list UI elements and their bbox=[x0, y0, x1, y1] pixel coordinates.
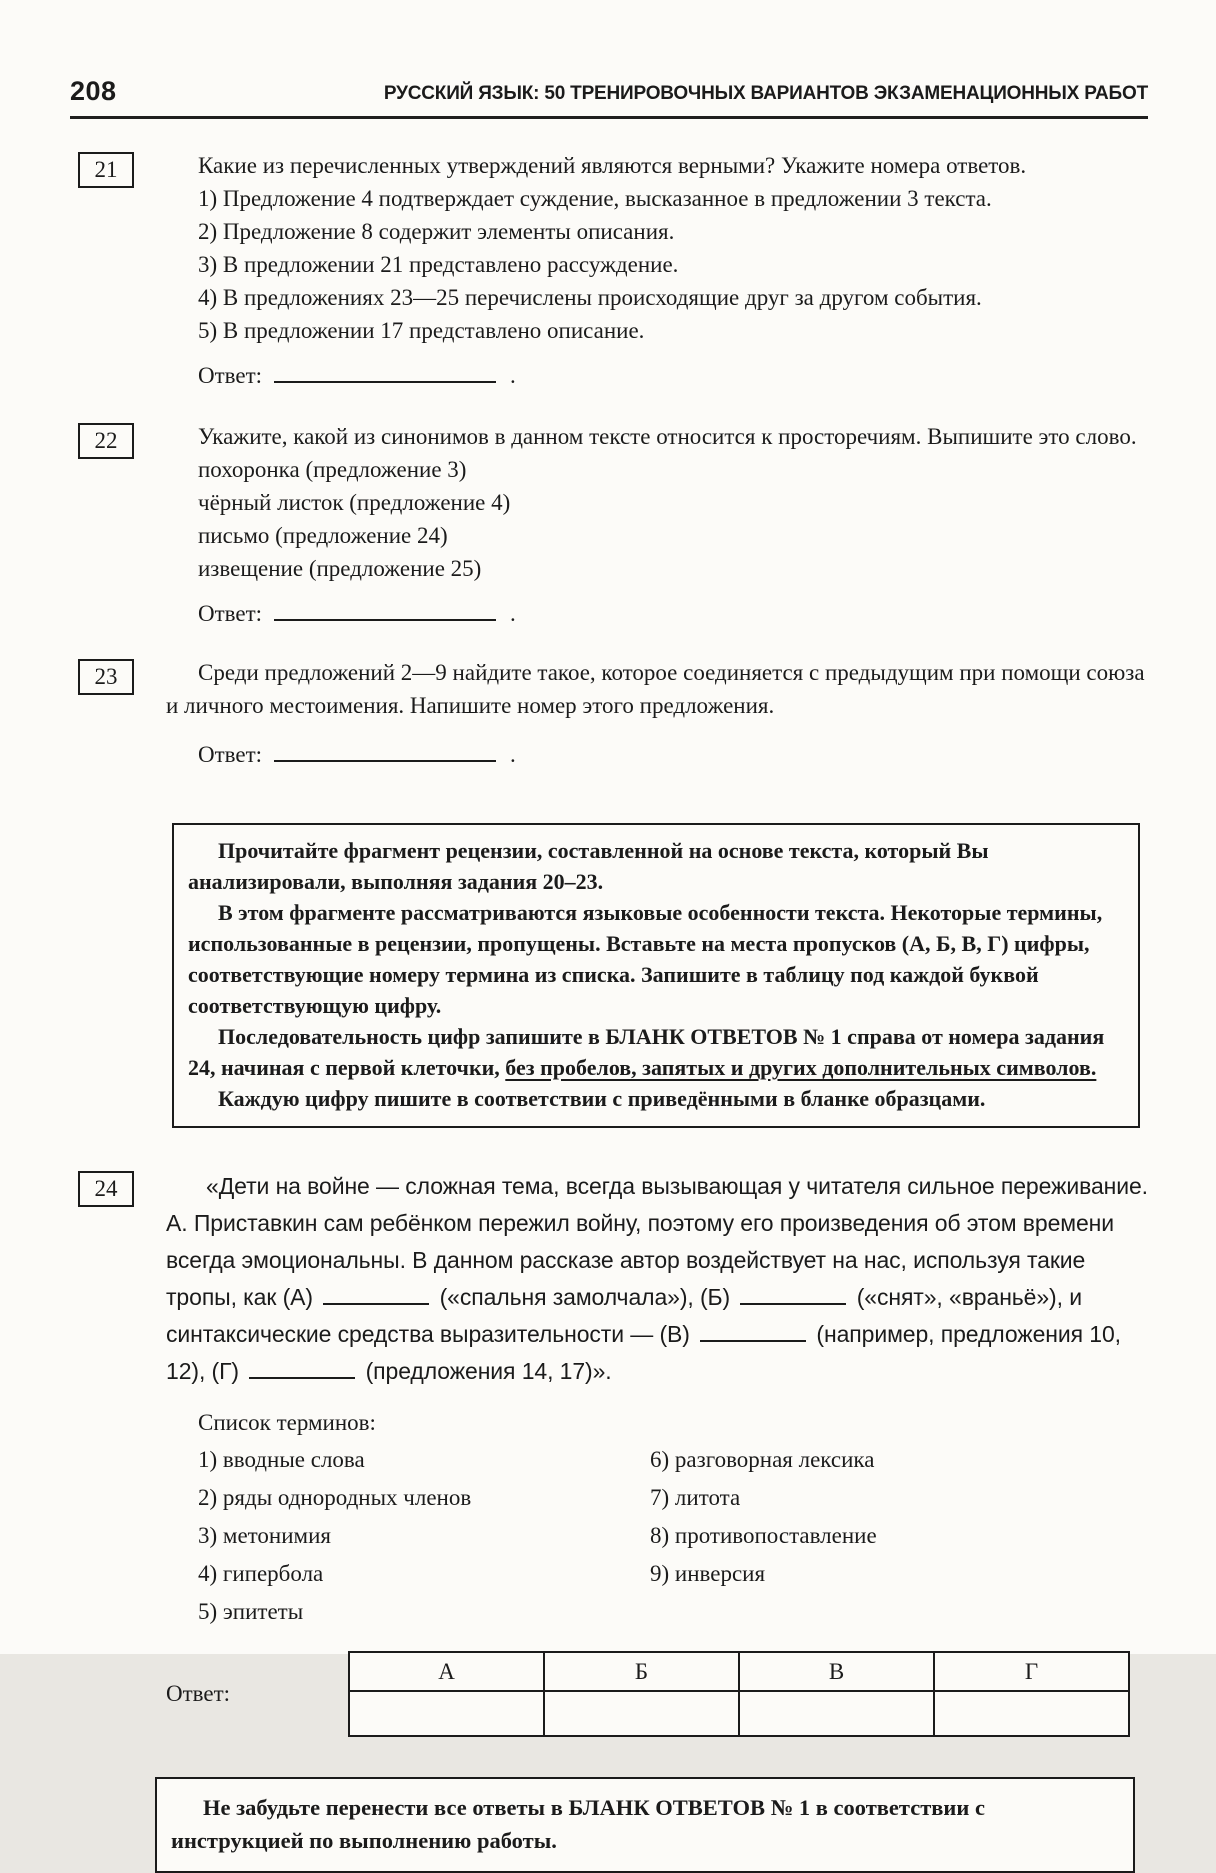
task-24 bbox=[70, 1168, 1148, 1737]
task-22-answer-row bbox=[198, 597, 1148, 630]
task-22-option-3: письмо (предложение 24) bbox=[198, 523, 448, 548]
answer-table-header-v: В bbox=[739, 1652, 934, 1691]
answer-table-header-g: Г bbox=[934, 1652, 1129, 1691]
task-24-blank-a[interactable] bbox=[323, 1300, 429, 1305]
task-23-intro: Среди предложений 2—9 найдите такое, которое соединяется с предыдущим при помощи союза и личного местоимения. Напишите номер этого предложения. bbox=[166, 660, 1145, 718]
task-21-option-1: 1) Предложение 4 подтверждает суждение, высказанное в предложении 3 текста. bbox=[198, 186, 992, 211]
task-22 bbox=[70, 420, 1148, 630]
task-24-instruction-box bbox=[172, 823, 1140, 1128]
instruction-paragraph-2: В этом фрагменте рассматриваются языковые особенности текста. Некоторые термины, использованные в рецензии, пропущены. Вставьте на места пропусков (А, Б, В, Г) цифры, соответствующие номеру термина из списка. Запишите в таблицу под каждой буквой соответствующую цифру. bbox=[188, 900, 1103, 1018]
task-24-number-badge: 24 bbox=[78, 1171, 134, 1207]
task-23-number-badge: 23 bbox=[78, 659, 134, 695]
task-23-answer-label: Ответ: bbox=[198, 742, 263, 767]
task-22-option-1: похоронка (предложение 3) bbox=[198, 457, 467, 482]
task-22-answer-blank[interactable] bbox=[274, 615, 496, 621]
task-24-answer-table bbox=[348, 1651, 1130, 1737]
task-22-option-4: извещение (предложение 25) bbox=[198, 556, 482, 581]
task-24-text-segment-1: «Дети на войне — сложная тема, всегда вызывающая у читателя сильное переживание. А. Приставкин сам ребёнком пережил войну, поэтому его произведения об этом времени всегда эмоциональны. В данном рассказе автор воздействует на нас, используя такие тропы, как (А) bbox=[166, 1173, 1148, 1310]
term-9: 9) инверсия bbox=[650, 1561, 766, 1586]
instruction-paragraph-3-underlined: без пробелов, запятых и других дополнительных символов. bbox=[505, 1055, 1097, 1080]
task-21-intro: Какие из перечисленных утверждений являются верными? Укажите номера ответов. bbox=[198, 153, 1027, 178]
task-21 bbox=[70, 149, 1148, 392]
terms-list-title: Список терминов: bbox=[198, 1410, 376, 1435]
task-24-blank-b[interactable] bbox=[740, 1300, 846, 1305]
instruction-paragraph-3-start: Последовательность цифр запишите в БЛАНК ОТВЕТОВ № 1 справа от номера задания 24, начиная с первой клеточки, bbox=[188, 1024, 1105, 1080]
answer-table-header-a: А bbox=[349, 1652, 544, 1691]
task-24-text-segment-3: («снят», «враньё»), и синтаксические средства выразительности — (В) bbox=[166, 1284, 1082, 1347]
header-rule bbox=[70, 116, 1148, 119]
term-8: 8) противопоставление bbox=[650, 1523, 877, 1548]
task-21-badge-column bbox=[70, 149, 166, 188]
answer-table-cell-g[interactable] bbox=[934, 1691, 1129, 1736]
task-21-options bbox=[198, 182, 1148, 347]
task-22-badge-column bbox=[70, 420, 166, 459]
instruction-paragraph-3 bbox=[188, 1021, 1122, 1083]
terms-column-1 bbox=[198, 1441, 650, 1631]
term-5: 5) эпитеты bbox=[198, 1599, 304, 1624]
task-24-blank-v[interactable] bbox=[700, 1337, 806, 1342]
term-1: 1) вводные слова bbox=[198, 1447, 365, 1472]
task-22-answer-period: . bbox=[510, 601, 516, 626]
term-3: 3) метонимия bbox=[198, 1523, 331, 1548]
task-21-body bbox=[166, 149, 1148, 392]
task-24-body bbox=[166, 1168, 1148, 1737]
task-23-body bbox=[166, 656, 1148, 771]
task-24-text-segment-5: (предложения 14, 17)». bbox=[365, 1358, 612, 1384]
task-23-answer-blank[interactable] bbox=[274, 756, 496, 762]
term-4: 4) гипербола bbox=[198, 1561, 324, 1586]
answer-table-cell-a[interactable] bbox=[349, 1691, 544, 1736]
page-number: 208 bbox=[70, 76, 117, 106]
task-24-text-segment-4: (например, предложения 10, 12), (Г) bbox=[166, 1321, 1121, 1384]
task-22-number-badge: 22 bbox=[78, 423, 134, 459]
running-title: РУССКИЙ ЯЗЫК: 50 ТРЕНИРОВОЧНЫХ ВАРИАНТОВ ЭКЗАМЕНАЦИОННЫХ РАБОТ bbox=[383, 83, 1148, 104]
task-22-option-2: чёрный листок (предложение 4) bbox=[198, 490, 511, 515]
footer-reminder-text: Не забудьте перенести все ответы в БЛАНК ОТВЕТОВ № 1 в соответствии с инструкцией по выполнению работы. bbox=[171, 1795, 985, 1853]
answer-table-cell-b[interactable] bbox=[544, 1691, 739, 1736]
answer-table-input-row bbox=[349, 1691, 1129, 1736]
terms-column-2 bbox=[650, 1441, 877, 1631]
task-21-answer-row bbox=[198, 359, 1148, 392]
answer-table-header-row bbox=[349, 1652, 1129, 1691]
task-23-answer-row bbox=[198, 738, 1148, 771]
task-22-options bbox=[198, 453, 1148, 585]
answer-table-header-b: Б bbox=[544, 1652, 739, 1691]
task-24-badge-column bbox=[70, 1168, 166, 1207]
task-21-answer-label: Ответ: bbox=[198, 363, 263, 388]
task-24-answer-label: Ответ: bbox=[166, 1681, 231, 1706]
term-6: 6) разговорная лексика bbox=[650, 1447, 875, 1472]
task-21-option-5: 5) В предложении 17 представлено описание. bbox=[198, 318, 645, 343]
task-23 bbox=[70, 656, 1148, 771]
instruction-paragraph-4: Каждую цифру пишите в соответствии с приведёнными в бланке образцами. bbox=[218, 1086, 986, 1111]
task-21-option-3: 3) В предложении 21 представлено рассуждение. bbox=[198, 252, 679, 277]
terms-list bbox=[198, 1441, 1148, 1631]
answer-table-cell-v[interactable] bbox=[739, 1691, 934, 1736]
task-21-answer-period: . bbox=[510, 363, 516, 388]
task-24-review-paragraph bbox=[166, 1168, 1148, 1390]
task-23-answer-period: . bbox=[510, 742, 516, 767]
task-21-option-4: 4) В предложениях 23—25 перечислены происходящие друг за другом события. bbox=[198, 285, 982, 310]
task-24-answer-area bbox=[166, 1651, 1148, 1737]
task-22-answer-label: Ответ: bbox=[198, 601, 263, 626]
task-24-text-segment-2: («спальня замолчала»), (Б) bbox=[439, 1284, 731, 1310]
task-21-option-2: 2) Предложение 8 содержит элементы описания. bbox=[198, 219, 675, 244]
task-22-body bbox=[166, 420, 1148, 630]
task-21-answer-blank[interactable] bbox=[274, 377, 496, 383]
task-24-blank-g[interactable] bbox=[249, 1374, 355, 1379]
task-22-intro: Укажите, какой из синонимов в данном тексте относится к просторечиям. Выпишите это слово. bbox=[198, 424, 1137, 449]
term-2: 2) ряды однородных членов bbox=[198, 1485, 472, 1510]
instruction-paragraph-1: Прочитайте фрагмент рецензии, составленной на основе текста, который Вы анализировали, выполняя задания 20–23. bbox=[188, 838, 989, 894]
task-23-badge-column bbox=[70, 656, 166, 695]
page-header bbox=[70, 76, 1148, 107]
term-7: 7) литота bbox=[650, 1485, 741, 1510]
task-21-number-badge: 21 bbox=[78, 152, 134, 188]
footer-reminder-box bbox=[155, 1777, 1135, 1873]
